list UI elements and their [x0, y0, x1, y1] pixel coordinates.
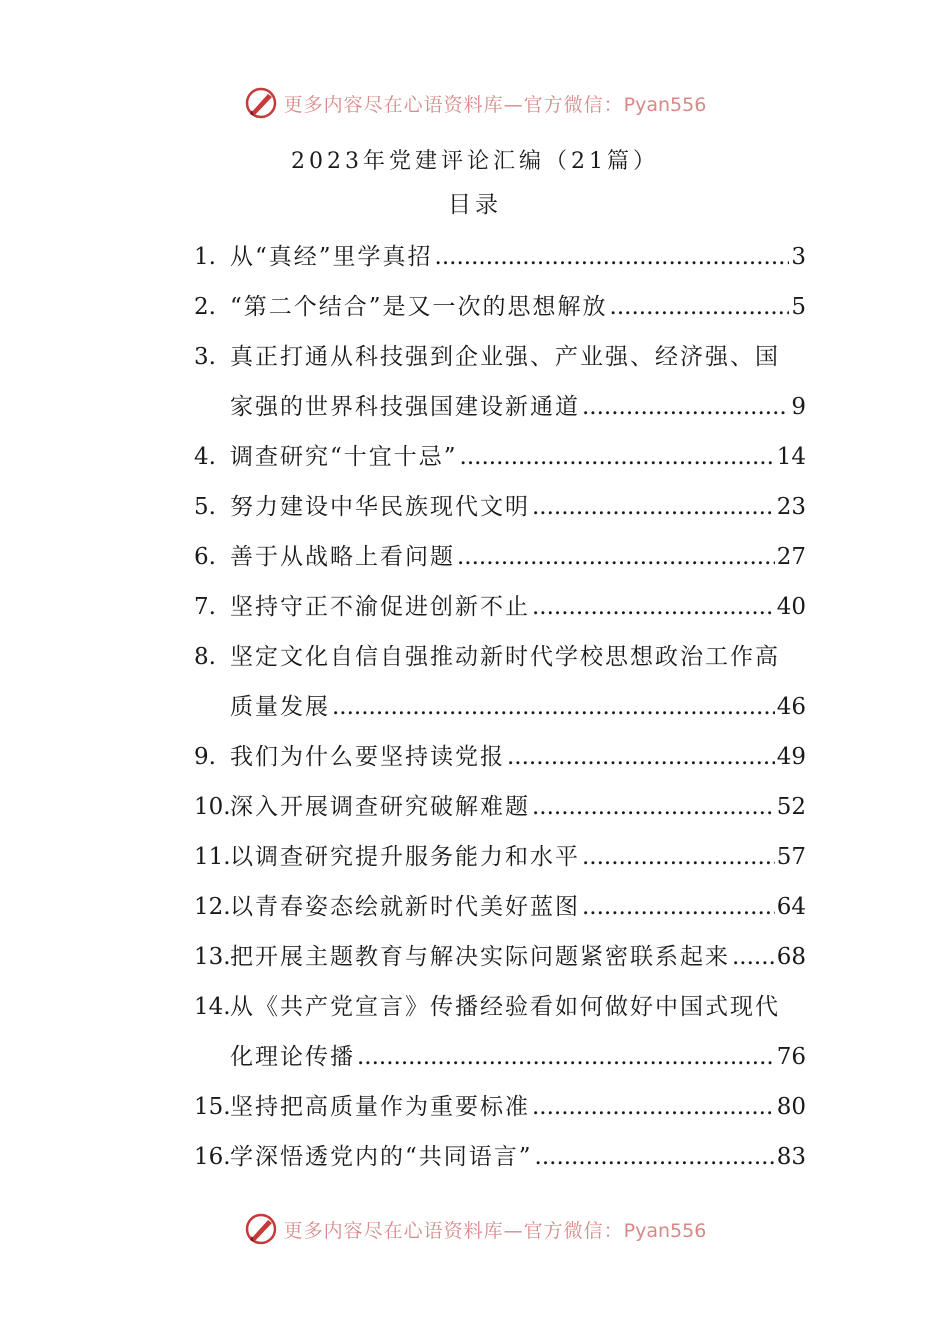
toc-entry[interactable]: [194, 732, 806, 782]
toc-page-number: 5: [791, 294, 806, 320]
toc-dot-leader: [457, 532, 775, 582]
toc-entry-number: 9.: [194, 744, 216, 770]
toc-entry-number: 1.: [194, 244, 216, 270]
toc-entry-number: 14.: [194, 994, 231, 1020]
toc-entry-number: 5.: [194, 494, 216, 520]
toc-entry-number: 12.: [194, 894, 231, 920]
toc-entry[interactable]: [194, 982, 806, 1082]
toc-entry-line: [194, 582, 806, 632]
toc-entry-title: 家强的世界科技强国建设新通道: [230, 394, 580, 420]
toc-entry-line: [194, 682, 806, 732]
toc-entry-number: 15.: [194, 1094, 231, 1120]
toc-entry-title: 真正打通从科技强到企业强、产业强、经济强、国: [230, 344, 780, 370]
toc-entry-line: [194, 1132, 806, 1182]
toc-entry[interactable]: [194, 232, 806, 282]
toc-dot-leader: [732, 932, 775, 982]
toc-entry[interactable]: [194, 832, 806, 882]
toc-entry-title: 学深悟透党内的“共同语言”: [230, 1144, 533, 1170]
toc-entry-title: 努力建设中华民族现代文明: [230, 494, 530, 520]
toc-entry-number: 16.: [194, 1144, 231, 1170]
toc-entry-number: 8.: [194, 644, 216, 670]
toc-entry[interactable]: [194, 532, 806, 582]
toc-entry-line: [194, 1082, 806, 1132]
toc-entry-line: [194, 432, 806, 482]
toc-dot-leader: [582, 382, 789, 432]
table-of-contents: [194, 232, 806, 1182]
toc-heading: 目录: [448, 192, 502, 218]
toc-entry-title: 坚持把高质量作为重要标准: [230, 1094, 530, 1120]
toc-entry[interactable]: [194, 282, 806, 332]
toc-entry-title: 以调查研究提升服务能力和水平: [230, 844, 580, 870]
toc-page-number: 57: [776, 844, 806, 870]
toc-page-number: 83: [776, 1144, 806, 1170]
toc-entry[interactable]: [194, 482, 806, 532]
toc-entry-title: 坚持守正不渝促进创新不止: [230, 594, 530, 620]
toc-page-number: 23: [776, 494, 806, 520]
toc-entry-line: [194, 882, 806, 932]
toc-entry[interactable]: [194, 932, 806, 982]
toc-entry-number: 6.: [194, 544, 216, 570]
toc-dot-leader: [507, 732, 775, 782]
toc-entry[interactable]: [194, 582, 806, 632]
toc-entry-title: 坚定文化自信自强推动新时代学校思想政治工作高: [230, 644, 780, 670]
toc-dot-leader: [460, 432, 775, 482]
toc-entry[interactable]: [194, 1132, 806, 1182]
toc-entry-title: 化理论传播: [230, 1044, 355, 1070]
toc-entry-title: 以青春姿态绘就新时代美好蓝图: [230, 894, 580, 920]
toc-page-number: 68: [776, 944, 806, 970]
toc-dot-leader: [435, 232, 790, 282]
document-title: 2023年党建评论汇编（21篇）: [291, 149, 659, 174]
toc-dot-leader: [582, 882, 775, 932]
toc-entry-title: “第二个结合”是又一次的思想解放: [230, 294, 608, 320]
toc-dot-leader: [357, 1032, 775, 1082]
watermark-text: 更多内容尽在心语资料库—官方微信：Pyan556: [283, 93, 707, 116]
toc-entry-line: [194, 332, 806, 382]
toc-entry-title: 调查研究“十宜十忌”: [230, 444, 458, 470]
toc-page-number: 49: [776, 744, 806, 770]
toc-page-number: 14: [776, 444, 806, 470]
watermark-header: [0, 86, 950, 120]
toc-entry-number: 10.: [194, 794, 231, 820]
toc-dot-leader: [582, 832, 775, 882]
toc-page-number: 9: [791, 394, 806, 420]
toc-entry-title: 善于从战略上看问题: [230, 544, 455, 570]
toc-entry-title: 从《共产党宣言》传播经验看如何做好中国式现代: [230, 994, 780, 1020]
watermark-text: 更多内容尽在心语资料库—官方微信：Pyan556: [283, 1219, 707, 1242]
toc-entry-line: [194, 1032, 806, 1082]
toc-page-number: 64: [776, 894, 806, 920]
toc-entry-title: 把开展主题教育与解决实际问题紧密联系起来: [230, 944, 730, 970]
toc-entry-line: [194, 632, 806, 682]
toc-dot-leader: [532, 1082, 775, 1132]
watermark-footer: [0, 1212, 950, 1246]
toc-entry-title: 深入开展调查研究破解难题: [230, 794, 530, 820]
toc-page-number: 76: [776, 1044, 806, 1070]
toc-entry-number: 2.: [194, 294, 216, 320]
toc-entry-line: [194, 732, 806, 782]
toc-entry-line: [194, 382, 806, 432]
toc-entry-line: [194, 532, 806, 582]
toc-page-number: 27: [776, 544, 806, 570]
toc-entry-number: 7.: [194, 594, 216, 620]
toc-dot-leader: [535, 1132, 775, 1182]
toc-page-number: 52: [776, 794, 806, 820]
toc-entry[interactable]: [194, 432, 806, 482]
toc-dot-leader: [332, 682, 775, 732]
toc-page-number: 80: [776, 1094, 806, 1120]
toc-entry-line: [194, 932, 806, 982]
toc-entry-line: [194, 982, 806, 1032]
toc-dot-leader: [532, 582, 775, 632]
toc-entry[interactable]: [194, 1082, 806, 1132]
toc-page-number: 46: [776, 694, 806, 720]
toc-dot-leader: [610, 282, 790, 332]
toc-entry-line: [194, 782, 806, 832]
toc-entry-number: 11.: [194, 844, 231, 870]
toc-entry[interactable]: [194, 882, 806, 932]
toc-entry-line: [194, 232, 806, 282]
pen-circle-icon: [244, 86, 278, 120]
toc-entry-title: 我们为什么要坚持读党报: [230, 744, 505, 770]
toc-entry-line: [194, 482, 806, 532]
toc-entry-number: 13.: [194, 944, 231, 970]
pen-circle-icon: [244, 1212, 278, 1246]
toc-entry[interactable]: [194, 782, 806, 832]
toc-entry-number: 3.: [194, 344, 216, 370]
toc-dot-leader: [532, 782, 775, 832]
toc-page-number: 3: [791, 244, 806, 270]
toc-entry-title: 质量发展: [230, 694, 330, 720]
toc-entry[interactable]: [194, 632, 806, 732]
toc-entry-title: 从“真经”里学真招: [230, 244, 433, 270]
toc-entry-line: [194, 282, 806, 332]
toc-page-number: 40: [776, 594, 806, 620]
toc-entry[interactable]: [194, 332, 806, 432]
toc-entry-line: [194, 832, 806, 882]
toc-dot-leader: [532, 482, 775, 532]
toc-entry-number: 4.: [194, 444, 216, 470]
